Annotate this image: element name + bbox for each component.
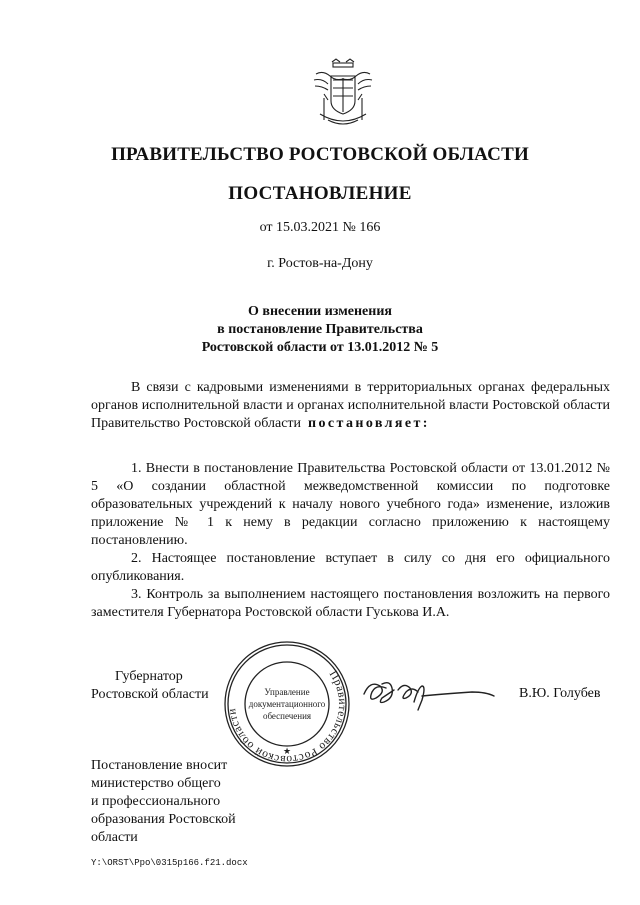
submitted-by-line-2: министерство общего [91, 776, 221, 791]
submitted-by-line-5: области [91, 830, 138, 845]
handwritten-signature [358, 672, 498, 716]
intro-paragraph [91, 379, 610, 433]
stamp-inner-line-3: обеспечения [262, 711, 312, 721]
position-line-1: Губернатор [115, 669, 183, 684]
decree-item-2: 2. Настоящее постановление вступает в силу со дня его официального опубликования. [91, 551, 610, 584]
stamp-inner-line-2: документационного [248, 699, 326, 709]
decree-items [91, 460, 610, 622]
stamp-inner-line-1: Управление [264, 687, 310, 697]
coat-of-arms-icon [310, 58, 376, 128]
intro-section [91, 379, 610, 433]
intro-text: В связи с кадровыми изменениями в территориальных органах федеральных органов исполнительной власти и органах исполнительной власти Ростовской области Правительство Ростовской области [91, 380, 610, 431]
document-type: ПОСТАНОВЛЕНИЕ [228, 183, 412, 204]
position-line-2: Ростовской области [91, 687, 209, 702]
subject-line-3: Ростовской области от 13.01.2012 № 5 [201, 340, 439, 355]
decree-item-3: 3. Контроль за выполнением настоящего постановления возложить на первого заместителя Губернатора Ростовской области Гуськова И.А. [91, 587, 610, 620]
decree-word: постановляет: [308, 416, 430, 431]
subject-line-2: в постановление Правительства [217, 322, 423, 337]
submitted-by-line-4: образования Ростовской [91, 812, 236, 827]
signatory-name: В.Ю. Голубев [519, 686, 601, 701]
file-path: Y:\ORST\Ppo\0315p166.f21.docx [91, 858, 248, 868]
signatory-position [91, 668, 209, 704]
svg-text:★: ★ [282, 746, 292, 756]
document-subject [0, 303, 640, 357]
government-name: ПРАВИТЕЛЬСТВО РОСТОВСКОЙ ОБЛАСТИ [111, 144, 529, 165]
decree-item-1: 1. Внести в постановление Правительства Ростовской области от 13.01.2012 № 5 «О создании областной межведомственной комиссии по подготовке образовательных учреждений к началу нового учебного года» изменение, изложив приложение № 1 к нему в редакции согласно приложению к настоящему постановлению. [91, 461, 610, 548]
document-date-number: от 15.03.2021 № 166 [259, 220, 381, 235]
submitted-by-line-1: Постановление вносит [91, 758, 228, 773]
official-stamp [223, 640, 351, 768]
submitted-by-line-3: и профессионального [91, 794, 221, 809]
subject-line-1: О внесении изменения [248, 304, 392, 319]
document-city: г. Ростов-на-Дону [267, 256, 373, 271]
stamp-outer-text: Правительство Ростовской области [226, 668, 349, 766]
submitted-by-note [91, 757, 236, 847]
